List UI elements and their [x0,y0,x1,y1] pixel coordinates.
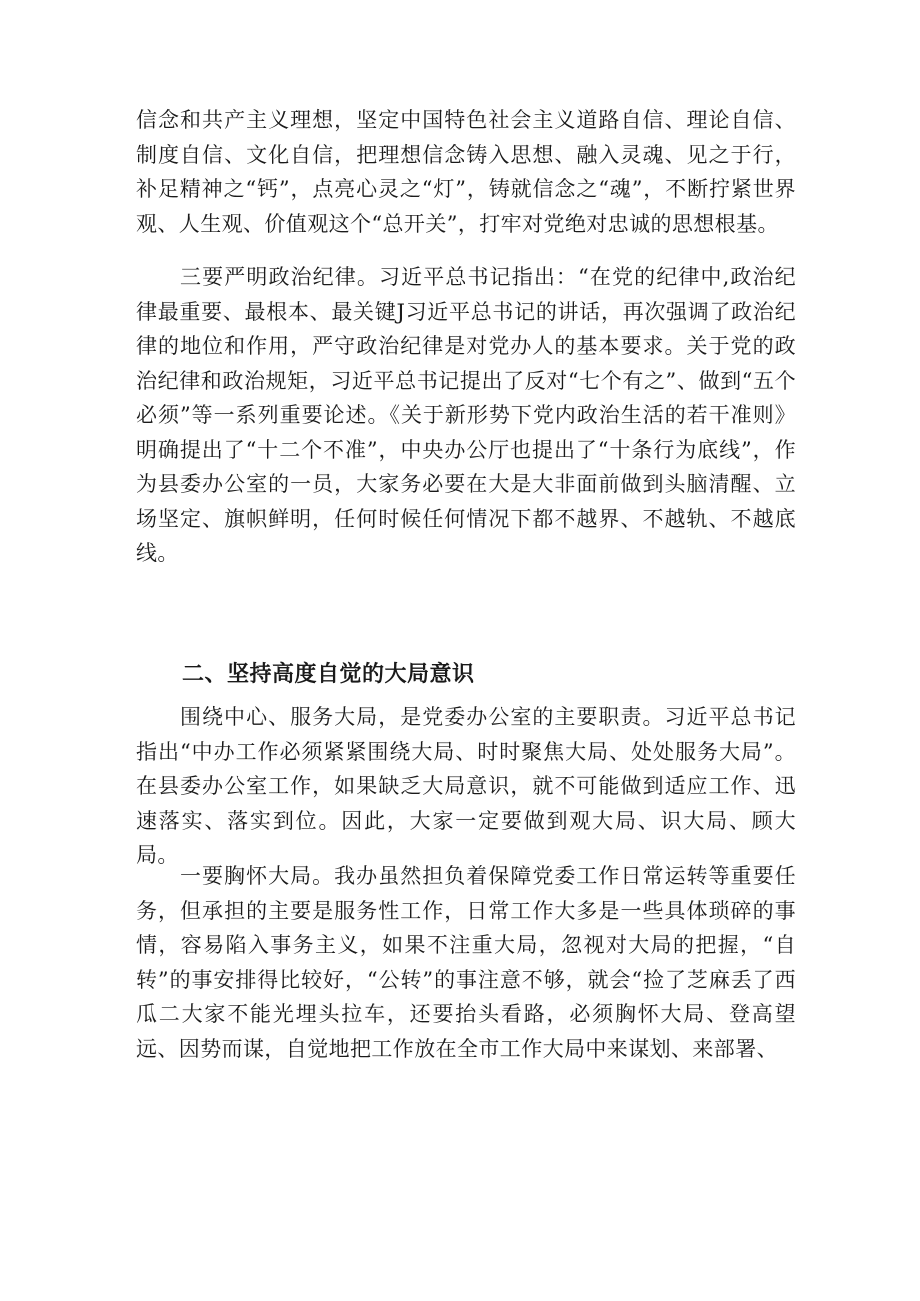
body-paragraph-1: 信念和共产主义理想，坚定中国特色社会主义道路自信、理论自信、制度自信、文化自信，把理想信念铸入思想、融入灵魂、见之于行，补足精神之“钙”，点亮心灵之“灯”，铸就信念之“魂”，不断拧紧世界观、人生观、价值观这个“总开关”，打牢对党绝对忠诚的思想根基。 [136,108,796,236]
body-paragraph-2: 三要严明政治纪律。习近平总书记指出：“在党的纪律中,政治纪律最重要、最根本、最关键J习近平总书记的讲话，再次强调了政治纪律的地位和作用，严守政治纪律是对党办人的基本要求。关于党的政治纪律和政治规矩，习近平总书记提出了反对“七个有之”、做到“五个必须”等一系列重要论述。《关于新形势下党内政治生活的若干准则》明确提出了“十二个不准”，中央办公厅也提出了“十条行为底线”，作为县委办公室的一员，大家务必要在大是大非面前做到头脑清醒、立场坚定、旗帜鲜明，任何时候任何情况下都不越界、不越轨、不越底线。 [136,265,796,565]
body-paragraph-4: 一要胸怀大局。我办虽然担负着保障党委工作日常运转等重要任务，但承担的主要是服务性工作，日常工作大多是一些具体琐碎的事情，容易陷入事务主义，如果不注重大局，忽视对大局的把握，“自转”的事安排得比较好，“公转”的事注意不够，就会“捡了芝麻丢了西瓜二大家不能光埋头拉车，还要抬头看路，必须胸怀大局、登高望远、因势而谋，自觉地把工作放在全市工作大局中来谋划、来部署、 [136,864,796,1061]
body-paragraph-3: 围绕中心、服务大局，是党委办公室的主要职责。习近平总书记指出“中办工作必须紧紧围绕大局、时时聚焦大局、处处服务大局”。在县委办公室工作，如果缺乏大局意识，就不可能做到适应工作、迅速落实、落实到位。因此，大家一定要做到观大局、识大局、顾大局。 [136,705,796,867]
section-heading: 二、坚持高度自觉的大局意识 [182,662,475,687]
